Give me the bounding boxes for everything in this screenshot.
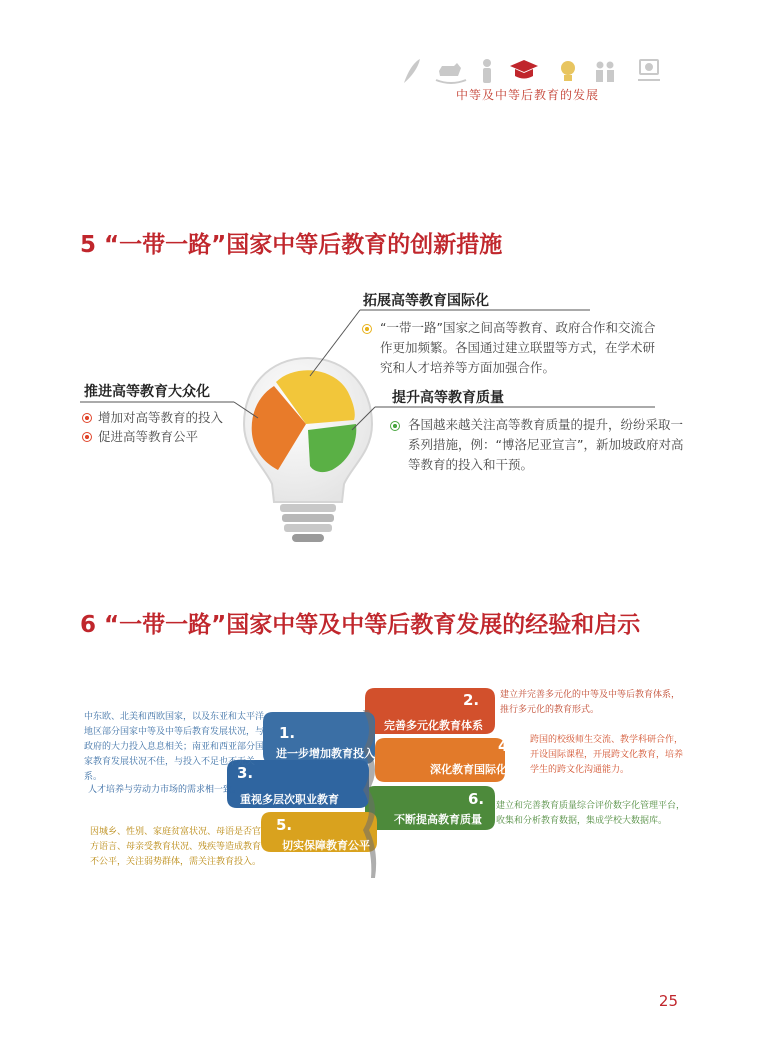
left-callout-item — [82, 408, 223, 428]
ribbon-5-label: 切实保障教育公平 — [282, 839, 370, 852]
top-callout-text-block — [362, 318, 660, 378]
ribbon-4-label: 深化教育国际化 — [430, 763, 507, 776]
ribbon-3-number: 3. — [237, 764, 254, 782]
header-title: 中等及中等后教育的发展 — [456, 88, 600, 102]
left-callout-heading: 推进高等教育大众化 — [84, 384, 210, 400]
note-4: 跨国的校级师生交流、教学科研合作，开设国际课程，开展跨文化教育，培养学生的跨文化沟通能力。 — [530, 735, 684, 775]
ribbon-4-number: 4. — [498, 737, 515, 755]
ribbon-graphic — [225, 680, 515, 880]
note-1: 中东欧、北美和西欧国家，以及东亚和太平洋地区部分国家中等及中等后教育发展状况，与政府的大力投入息息相关；南亚和西亚部分国家教育发展状况不佳，与投入不足也不无关系。 — [84, 712, 265, 782]
top-callout-text: “一带一路”国家之间高等教育、政府合作和交流合作更加频繁。各国通过建立联盟等方式，在学术研究和人才培养等方面加强合作。 — [380, 320, 656, 375]
ribbon-3-label: 重视多层次职业教育 — [240, 793, 339, 806]
ribbon-6-number: 6. — [468, 790, 485, 808]
ribbon-1-number: 1. — [279, 724, 296, 742]
note-2: 建立并完善多元化的中等及中等后教育体系，推行多元化的教育形式。 — [500, 690, 681, 715]
note-3: 人才培养与劳动力市场的需求相一致。 — [88, 785, 242, 795]
bullet-dot-icon — [82, 432, 92, 442]
ribbon-1-label: 进一步增加教育投入 — [276, 747, 375, 760]
section6-title: 6 “一带一路”国家中等及中等后教育发展的经验和启示 — [80, 612, 641, 638]
top-callout-heading: 拓展高等教育国际化 — [363, 293, 489, 309]
right-callout-text: 各国越来越关注高等教育质量的提升，纷纷采取一系列措施，例：“博洛尼亚宣言”，新加坡政府对高等教育的投入和干预。 — [408, 417, 684, 472]
note-5: 因城乡、性别、家庭贫富状况、母语是否官方语言、母亲受教育状况、残疾等造成教育不公平，关注弱势群体，需关注教育投入。 — [90, 827, 262, 867]
right-callout-text-block — [390, 415, 688, 475]
left-callout-item-text: 促进高等教育公平 — [98, 429, 199, 444]
bullet-dot-icon — [390, 421, 400, 431]
section5-title: 5 “一带一路”国家中等后教育的创新措施 — [80, 232, 503, 258]
right-callout-heading: 提升高等教育质量 — [392, 390, 504, 406]
bullet-dot-icon — [82, 413, 92, 423]
bullet-dot-icon — [362, 324, 372, 334]
left-callout-item — [82, 427, 198, 447]
note-6: 建立和完善教育质量综合评价数字化管理平台，收集和分析教育数据，集成学校大数据库。 — [496, 801, 686, 826]
ribbon-6-label: 不断提高教育质量 — [394, 813, 482, 826]
left-callout-item-text: 增加对高等教育的投入 — [98, 410, 224, 425]
ribbon-2-number: 2. — [463, 691, 480, 709]
ribbon-2-label: 完善多元化教育体系 — [384, 719, 483, 732]
ribbon-5-number: 5. — [276, 816, 293, 834]
page-number: 25 — [658, 992, 678, 1010]
